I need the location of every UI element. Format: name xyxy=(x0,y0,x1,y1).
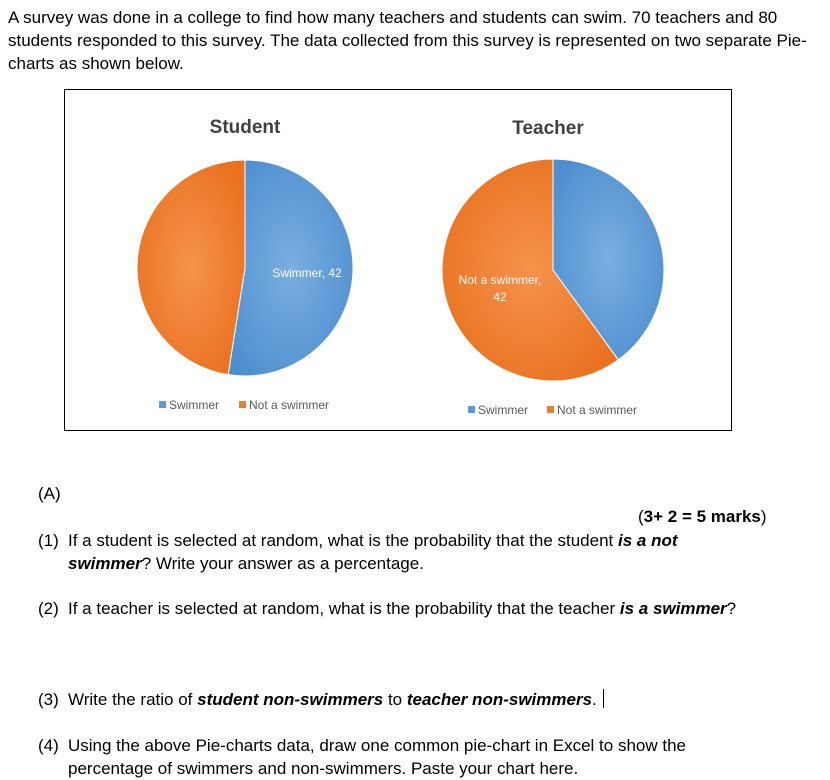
question-2-number: (2) xyxy=(38,599,59,618)
marks-suffix: ) xyxy=(760,507,767,526)
teacher-not-swimmer-data-label-line2: 42 xyxy=(493,290,507,304)
question-3-text[interactable]: Write the ratio of student non-swimmers to teacher non-swimmers. xyxy=(68,688,758,711)
teacher-chart-title: Teacher xyxy=(512,118,584,139)
student-slice-not-a-swimmer xyxy=(137,160,245,375)
student-chart-title: Student xyxy=(209,117,281,138)
question-4-number: (4) xyxy=(38,736,59,755)
section-label: (A) xyxy=(38,484,61,503)
marks-value: 3+ 2 = 5 marks xyxy=(643,507,761,526)
question-2 xyxy=(38,597,758,620)
teacher-pie xyxy=(442,159,664,381)
question-1-number: (1) xyxy=(38,531,59,550)
teacher-legend-not-swimmer-swatch xyxy=(547,406,554,413)
student-legend-not-swimmer: Not a swimmer xyxy=(249,398,330,412)
question-4 xyxy=(38,734,758,780)
student-legend-swimmer: Swimmer xyxy=(169,398,219,412)
intro-paragraph: A survey was done in a college to find how many teachers and students can swim. 70 teachers and 80 students responded to this survey. The data collected from this survey is represented on two separate Pie-charts as shown below. xyxy=(8,8,807,73)
question-2-text: If a teacher is selected at random, what is the probability that the teacher is a swimmer? xyxy=(68,599,737,618)
question-3 xyxy=(38,688,758,711)
question-3-number: (3) xyxy=(38,690,59,709)
teacher-legend-swimmer-swatch xyxy=(468,406,475,413)
student-legend-not-swimmer-swatch xyxy=(239,401,246,408)
student-legend xyxy=(159,398,329,412)
student-swimmer-data-label: Swimmer, 42 xyxy=(272,266,342,280)
question-4-text: Using the above Pie-charts data, draw one common pie-chart in Excel to show the percentage of swimmers and non-swimmers. Paste your chart here. xyxy=(68,736,686,778)
text-cursor xyxy=(603,689,604,708)
teacher-legend-swimmer: Swimmer xyxy=(478,403,528,417)
student-legend-swimmer-swatch xyxy=(159,401,166,408)
teacher-not-swimmer-data-label-line1: Not a swimmer, xyxy=(458,273,542,287)
pie-charts-figure xyxy=(64,89,732,431)
teacher-legend xyxy=(468,403,637,417)
marks-label xyxy=(638,507,767,527)
question-1 xyxy=(38,529,758,575)
teacher-legend-not-swimmer: Not a swimmer xyxy=(557,403,638,417)
marks-prefix: ( xyxy=(638,507,644,526)
pie-charts-svg xyxy=(65,90,731,430)
question-1-text: If a student is selected at random, what is the probability that the student is a not swimmer? Write your answer as a percentage. xyxy=(68,531,678,573)
